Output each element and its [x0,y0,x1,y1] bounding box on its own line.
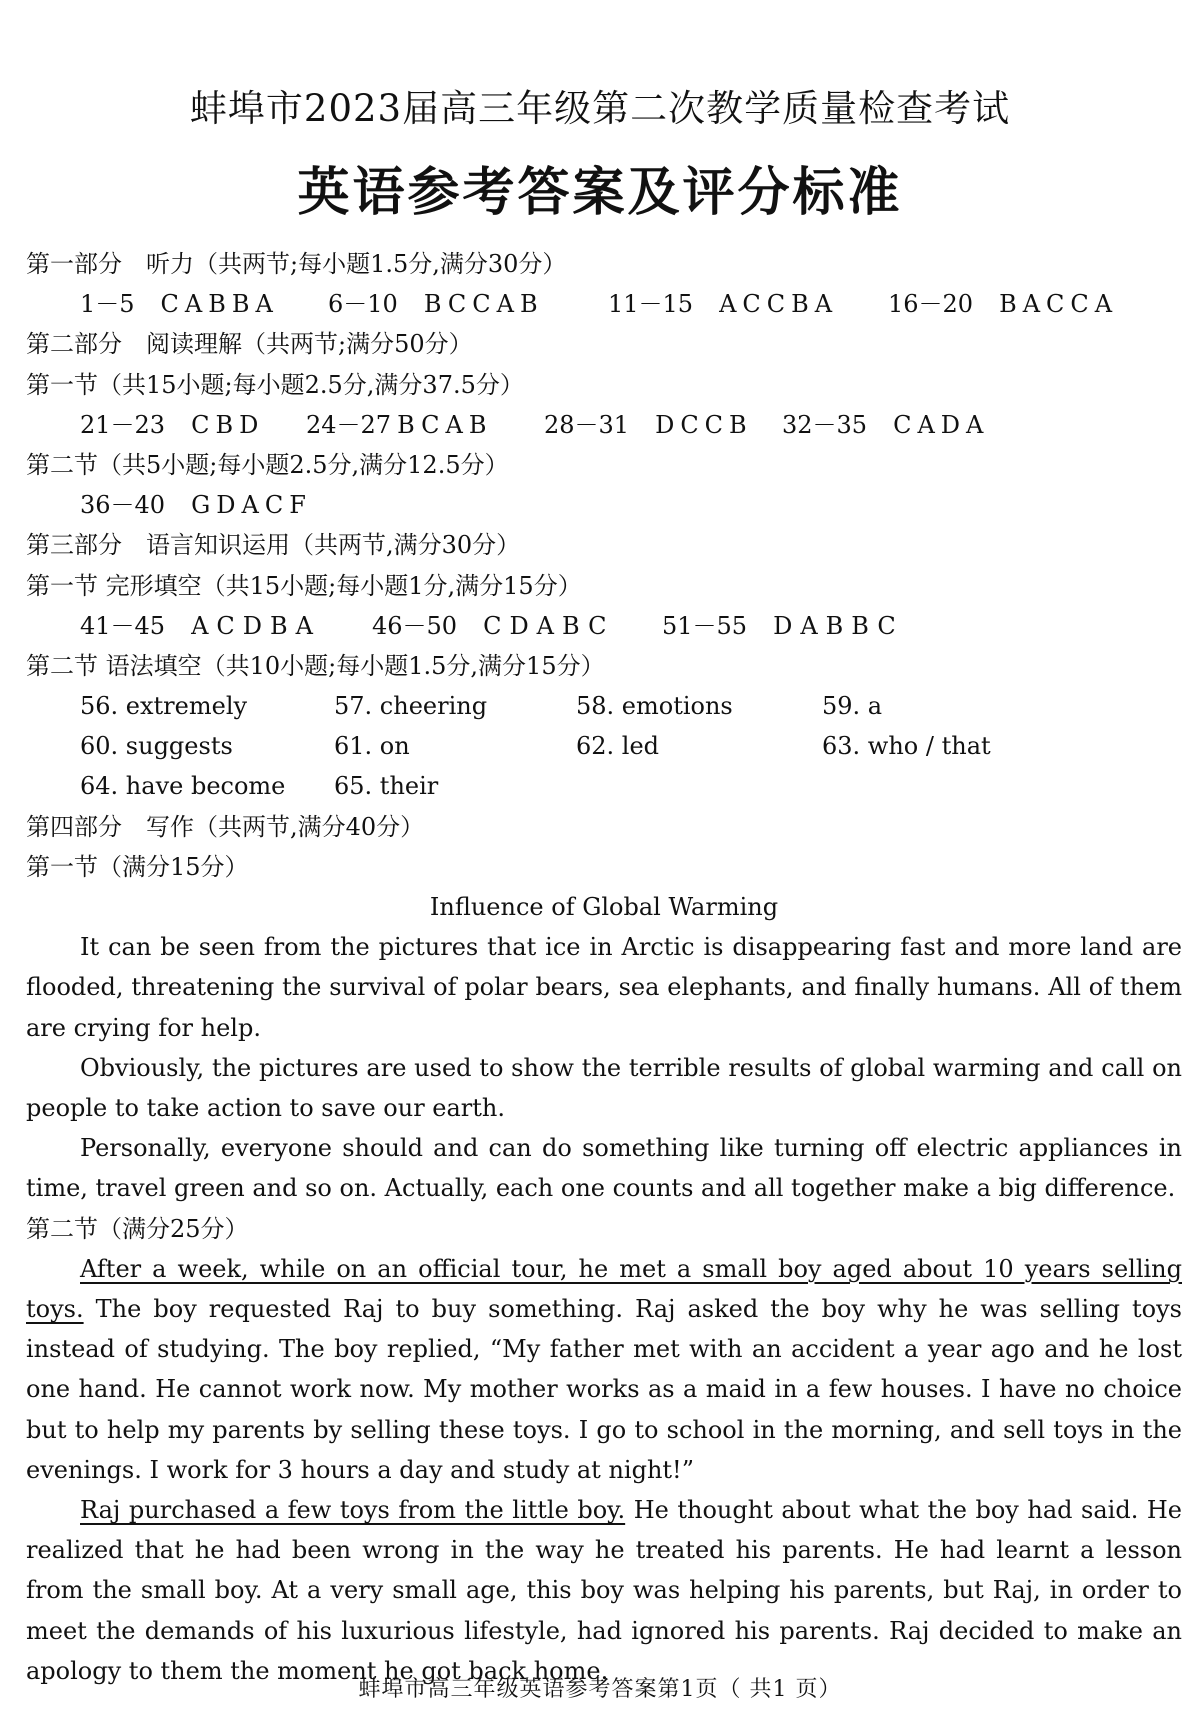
part2-heading: 第二部分 阅读理解（共两节;满分50分） [26,330,473,359]
answer-group [782,405,1020,445]
continuation-paragraph [26,1490,1182,1691]
answer-letters: BCAB [397,410,493,439]
essay-title: Influence of Global Warming [429,893,779,921]
answer-range: 24－27 [306,410,392,439]
answer-group [888,284,1168,324]
answer-group [544,405,782,445]
essay-paragraph: Personally, everyone should and can do something like turning off electric appliances in time, travel green and so on. Actually, each one counts and all together make a big difference. [26,1134,1182,1203]
answer-range: 51－55 [662,611,748,640]
exam-title: 蚌埠市2023届高三年级第二次教学质量检查考试 [189,87,1011,130]
answer-letters: DCCB [655,410,753,439]
answer-group [80,606,372,646]
grammar-answers-row [26,686,1182,726]
part4-sec2-heading: 第二节（满分25分） [26,1214,249,1243]
grammar-answer: 64. have become [80,772,286,801]
answer-letters: CDABC [483,611,615,640]
cloze-answers [26,606,1182,646]
answer-letters: CBD [191,410,265,439]
paragraph-text: He thought about what the boy had said. He realized that he had been wrong in the way he treated his parents. He had learnt a lesson from the small boy. At a very small age, this boy was helping his parents, but Raj, in order to meet the demands of his luxurious lifestyle, had ignored his parents. Raj decided to make an apology to them the moment he got back home. [26,1496,1183,1685]
page-footer: 蚌埠市高三年级英语参考答案第1页（ 共1 页） [358,1677,842,1702]
answer-letters: ACDBA [191,611,321,640]
given-sentence: After a week, while on an official tour, he met a small boy aged about 10 years selling toys. [26,1254,1182,1323]
answer-range: 46－50 [372,611,458,640]
grammar-answer: 63. who / that [822,732,991,761]
part3-heading: 第三部分 语言知识运用（共两节,满分30分） [26,531,521,560]
grammar-answer: 62. led [576,732,660,761]
paragraph-text: The boy requested Raj to buy something. Raj asked the boy why he was selling toys instead of studying. The boy replied, “My father met with an accident a year ago and he lost one hand. He cannot work now. My mother works as a maid in a few houses. I have no choice but to help my parents by selling these toys. I go to school in the morning, and sell toys in the evenings. I work for 3 hours a day and study at night!” [26,1295,1182,1484]
answer-letters: GDACF [191,491,312,520]
answer-group [80,485,312,525]
essay-paragraph: It can be seen from the pictures that ice in Arctic is disappearing fast and more land are flooded, threatening the survival of polar bears, sea elephants, and finally humans. All of them are crying for help. [26,933,1182,1042]
grammar-answer: 57. cheering [334,692,488,721]
answer-group [328,284,608,324]
answer-letters: CABBA [160,290,279,319]
grammar-answer: 65. their [334,772,439,801]
answer-letters: CADA [893,410,990,439]
essay-paragraph: Obviously, the pictures are used to show the terrible results of global warming and call on people to take action to save our earth. [26,1053,1182,1122]
given-sentence: Raj purchased a few toys from the little boy. [80,1496,626,1525]
answer-group [306,405,544,445]
reading-sec1-answers [26,405,1182,445]
answer-range: 28－31 [544,410,630,439]
answer-group [662,606,952,646]
part4-sec1-heading: 第一节（满分15分） [26,852,249,881]
reading-sec2-answers [26,485,1182,525]
answer-range: 6－10 [328,290,398,319]
answer-group [80,405,306,445]
grammar-answer: 59. a [822,692,883,721]
continuation-paragraph [26,1249,1182,1490]
grammar-answer: 58. emotions [576,692,733,721]
answer-letters: BCCAB [423,290,544,319]
grammar-answer: 60. suggests [80,732,233,761]
answer-group [608,284,888,324]
part3-sec2-heading: 第二节 语法填空（共10小题;每小题1.5分,满分15分） [26,651,605,680]
grammar-answers-row [26,766,1182,806]
grammar-answers-row [26,726,1182,766]
answer-group [372,606,662,646]
part2-sec2-heading: 第二节（共5小题;每小题2.5分,满分12.5分） [26,450,509,479]
part3-sec1-heading: 第一节 完形填空（共15小题;每小题1分,满分15分） [26,571,582,600]
answer-letters: ACCBA [719,290,839,319]
answer-range: 1－5 [80,290,135,319]
answer-content [26,244,1182,1691]
grammar-answer: 61. on [334,732,410,761]
listening-answers [26,284,1182,324]
part2-sec1-heading: 第一节（共15小题;每小题2.5分,满分37.5分） [26,370,524,399]
part1-heading: 第一部分 听力（共两节;每小题1.5分,满分30分） [26,250,567,278]
answer-range: 11－15 [608,290,694,319]
grammar-answer: 56. extremely [80,692,248,721]
part4-heading: 第四部分 写作（共两节,满分40分） [26,812,425,841]
answer-range: 32－35 [782,410,868,439]
answer-range: 41－45 [80,611,166,640]
answer-range: 16－20 [888,290,974,319]
answer-letters: DABBC [773,611,904,640]
answer-letters: BACCA [999,290,1119,319]
answer-range: 21－23 [80,410,166,439]
document-subtitle: 英语参考答案及评分标准 [297,163,903,223]
answer-group [80,284,328,324]
answer-range: 36－40 [80,491,166,520]
